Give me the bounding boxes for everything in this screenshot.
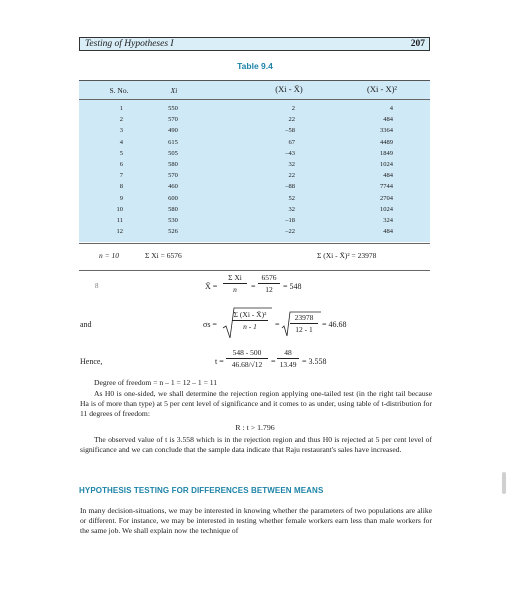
cell-squared-deviation: 4489 bbox=[380, 138, 393, 146]
mean-equals: = bbox=[251, 282, 256, 291]
cell-squared-deviation: 2704 bbox=[380, 194, 393, 202]
mean-fraction-values bbox=[258, 273, 280, 294]
cell-squared-deviation: 484 bbox=[383, 116, 393, 124]
mean-lhs: X̄ = bbox=[205, 282, 218, 291]
cell-sno: 10 bbox=[116, 205, 123, 213]
cell-sno: 3 bbox=[119, 127, 123, 135]
table-row bbox=[79, 103, 430, 114]
cell-deviation: 2 bbox=[291, 105, 295, 112]
running-header bbox=[79, 37, 430, 51]
t-lhs: t = bbox=[215, 357, 224, 366]
table-row bbox=[79, 181, 430, 192]
chapter-title: Testing of Hypotheses I bbox=[85, 39, 174, 49]
cell-deviation: –58 bbox=[285, 127, 295, 135]
and-label: and bbox=[80, 320, 92, 329]
t-numerator-value: 48 bbox=[277, 348, 299, 359]
cell-deviation: 32 bbox=[288, 205, 295, 213]
mean-denominator-value: 12 bbox=[265, 285, 273, 294]
hence-label: Hence, bbox=[80, 357, 103, 366]
cell-deviation: 52 bbox=[288, 194, 295, 202]
column-header-xi: Xi bbox=[170, 86, 178, 95]
cell-sno: 4 bbox=[119, 138, 123, 146]
page-number: 207 bbox=[410, 39, 425, 49]
table-totals-row bbox=[79, 243, 430, 271]
cell-squared-deviation: 1024 bbox=[380, 205, 393, 213]
paragraph-conclusion: The observed value of t is 3.558 which is in the rejection region and thus H0 is rejected at 5 per cent level of significance and we can conclude that the sample data indicate that Raju restaurant's sales have increased. bbox=[80, 435, 432, 454]
cell-xi: 570 bbox=[168, 172, 178, 180]
cell-squared-deviation: 3364 bbox=[380, 127, 393, 135]
cell-xi: 490 bbox=[168, 127, 178, 135]
mean-numerator: Σ Xi bbox=[223, 273, 247, 284]
t-result: = 3.558 bbox=[302, 357, 327, 366]
table-row bbox=[79, 204, 430, 215]
cell-xi: 600 bbox=[168, 194, 178, 202]
sd-denominator-value: 12 - 1 bbox=[295, 325, 313, 334]
cell-sno: 5 bbox=[119, 149, 123, 157]
data-table bbox=[79, 80, 430, 242]
cell-sno: 8 bbox=[119, 183, 123, 191]
rejection-region: R : t > 1.796 bbox=[235, 423, 275, 432]
sd-fraction bbox=[232, 310, 268, 331]
table-caption: Table 9.4 bbox=[237, 61, 273, 71]
cell-deviation: 32 bbox=[288, 161, 295, 168]
cell-xi: 460 bbox=[168, 183, 178, 191]
cell-deviation: –22 bbox=[285, 228, 295, 236]
table-row bbox=[79, 137, 430, 148]
t-numerator: 548 - 500 bbox=[226, 348, 268, 359]
scrollbar-thumb[interactable] bbox=[502, 472, 506, 494]
cell-squared-deviation: 4 bbox=[389, 105, 393, 112]
margin-mark: 8 bbox=[95, 282, 99, 290]
column-header-sno: S. No. bbox=[109, 86, 129, 95]
sd-fraction-values bbox=[290, 313, 318, 334]
table-row bbox=[79, 114, 430, 125]
column-header-squared-deviation: (Xi - X)² bbox=[367, 84, 397, 94]
cell-xi: 570 bbox=[168, 116, 178, 124]
cell-sno: 6 bbox=[119, 161, 123, 168]
degrees-of-freedom: Degree of freedom = n – 1 = 12 – 1 = 11 bbox=[94, 378, 218, 387]
sd-equals: = bbox=[275, 320, 280, 329]
cell-xi: 505 bbox=[168, 149, 178, 157]
cell-sno: 11 bbox=[116, 217, 123, 224]
cell-sno: 7 bbox=[119, 172, 123, 180]
mean-fraction bbox=[223, 273, 247, 294]
paragraph-rejection-region: As H0 is one-sided, we shall determine the rejection region applying one-tailed test (in the right tail because Ha is of more than type) at 5 per cent level of significance and it comes to as under, using table of t-distribution for 11 degrees of freedom: bbox=[80, 389, 432, 418]
t-fraction-values bbox=[277, 348, 299, 369]
column-header-deviation: (Xi - X̄) bbox=[275, 84, 303, 94]
total-sum-squares: Σ (Xi - X̄)² = 23978 bbox=[317, 251, 377, 260]
cell-xi: 615 bbox=[168, 138, 178, 146]
cell-deviation: –88 bbox=[285, 183, 295, 191]
table-row bbox=[79, 170, 430, 181]
mean-result: = 548 bbox=[283, 282, 302, 291]
cell-squared-deviation: 7744 bbox=[380, 183, 393, 191]
cell-deviation: 22 bbox=[288, 172, 295, 180]
cell-squared-deviation: 1024 bbox=[380, 161, 393, 168]
cell-xi: 526 bbox=[168, 228, 178, 236]
cell-sno: 9 bbox=[119, 194, 123, 202]
paragraph-intro: In many decision-situations, we may be interested in knowing whether the parameters of two populations are alike or different. For instance, we may be interested in testing whether female workers earn less than male workers for the same job. We shall explain now the technique of bbox=[80, 506, 432, 535]
header-rule bbox=[79, 99, 430, 100]
sd-lhs: σs = bbox=[203, 320, 217, 329]
total-n: n = 10 bbox=[99, 251, 120, 260]
total-sum-x: Σ Xi = 6576 bbox=[145, 251, 182, 260]
table-row bbox=[79, 193, 430, 204]
table-row bbox=[79, 226, 430, 237]
cell-sno: 2 bbox=[119, 116, 123, 124]
cell-deviation: –43 bbox=[285, 149, 295, 157]
cell-deviation: 67 bbox=[288, 138, 295, 146]
cell-sno: 12 bbox=[116, 228, 123, 236]
cell-deviation: 22 bbox=[288, 116, 295, 124]
cell-squared-deviation: 484 bbox=[383, 228, 393, 236]
cell-xi: 550 bbox=[168, 105, 178, 112]
cell-xi: 580 bbox=[168, 205, 178, 213]
cell-deviation: –18 bbox=[285, 217, 295, 224]
table-row bbox=[79, 125, 430, 136]
t-denominator: 46.68/√12 bbox=[231, 360, 263, 369]
cell-squared-deviation: 484 bbox=[383, 172, 393, 180]
t-fraction bbox=[226, 348, 268, 369]
cell-xi: 530 bbox=[168, 217, 178, 224]
sd-numerator-value: 23978 bbox=[290, 313, 318, 324]
mean-denominator: n bbox=[233, 285, 237, 294]
cell-xi: 580 bbox=[168, 161, 178, 168]
t-denominator-value: 13.49 bbox=[279, 360, 297, 369]
section-heading: HYPOTHESIS TESTING FOR DIFFERENCES BETWEEN MEANS bbox=[79, 486, 324, 495]
sd-denominator: n - 1 bbox=[243, 322, 257, 331]
sd-numerator: Σ (Xi - X̄)² bbox=[233, 310, 267, 319]
table-row bbox=[79, 215, 430, 226]
cell-squared-deviation: 324 bbox=[383, 217, 393, 224]
t-equals: = bbox=[271, 357, 276, 366]
sd-result: = 46.68 bbox=[322, 320, 347, 329]
table-row bbox=[79, 159, 430, 170]
table-row bbox=[79, 148, 430, 159]
cell-sno: 1 bbox=[119, 105, 123, 112]
mean-numerator-value: 6576 bbox=[258, 273, 280, 284]
cell-squared-deviation: 1849 bbox=[380, 149, 393, 157]
